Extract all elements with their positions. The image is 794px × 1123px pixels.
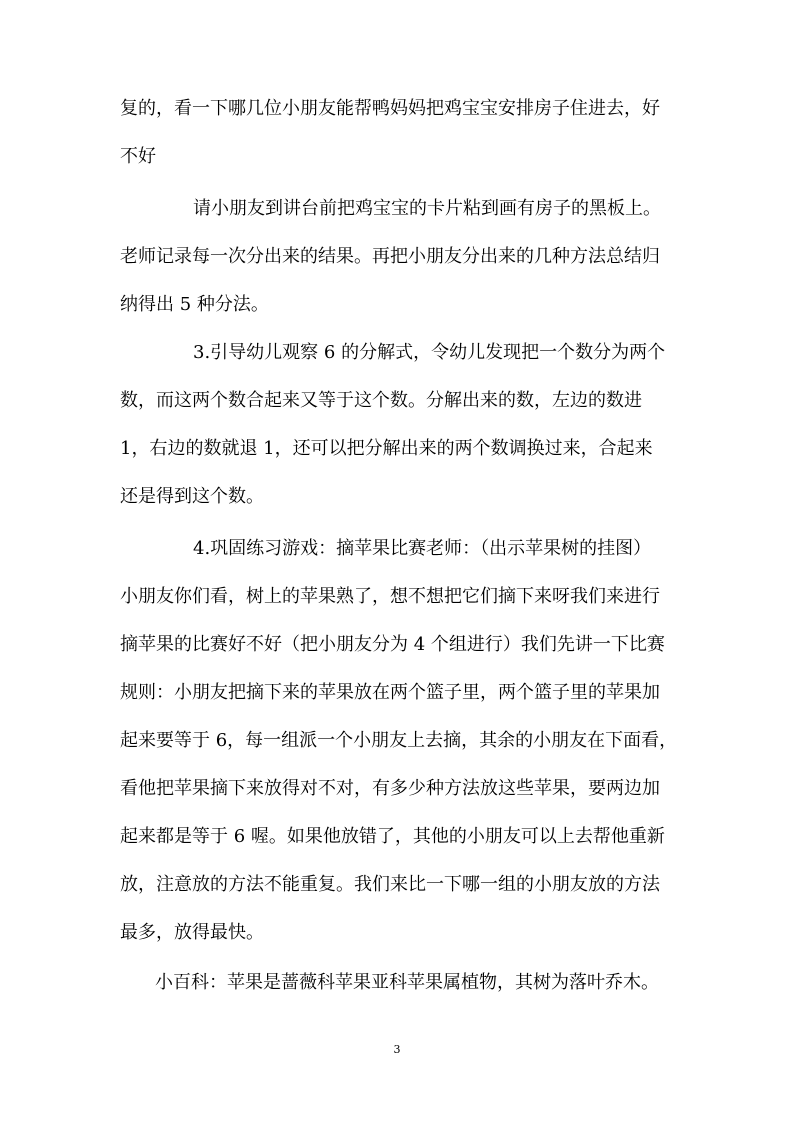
text-line: 规则：小朋友把摘下来的苹果放在两个篮子里，两个篮子里的苹果加 [120,682,660,703]
text-line: 复的，看一下哪几位小朋友能帮鸭妈妈把鸡宝宝安排房子住进去，好 [120,98,660,119]
text-line: 请小朋友到讲台前把鸡宝宝的卡片粘到画有房子的黑板上。 [193,198,661,219]
text-line: 看他把苹果摘下来放得对不对，有多少种方法放这些苹果，要两边加 [120,778,660,799]
page-number: 3 [393,1043,401,1056]
text-line: 摘苹果的比赛好不好（把小朋友分为 4 个组进行）我们先讲一下比赛 [120,634,665,655]
text-line: 小朋友你们看，树上的苹果熟了，想不想把它们摘下来呀我们来进行 [120,586,660,607]
text-line: 4.巩固练习游戏：摘苹果比赛老师：（出示苹果树的挂图） [193,538,652,559]
text-line: 还是得到这个数。 [120,486,264,507]
text-line: 老师记录每一次分出来的结果。再把小朋友分出来的几种方法总结归 [120,246,660,267]
text-line: 3.引导幼儿观察 6 的分解式，令幼儿发现把一个数分为两个 [193,342,666,363]
text-line: 起来都是等于 6 喔。如果他放错了，其他的小朋友可以上去帮他重新 [120,826,665,847]
text-line: 1，右边的数就退 1，还可以把分解出来的两个数调换过来，合起来 [120,438,653,459]
text-line: 数，而这两个数合起来又等于这个数。分解出来的数，左边的数进 [120,390,642,411]
text-line: 小百科：苹果是蔷薇科苹果亚科苹果属植物，其树为落叶乔木。 [155,972,659,993]
text-line: 起来要等于 6，每一组派一个小朋友上去摘，其余的小朋友在下面看， [120,730,678,751]
text-line: 放，注意放的方法不能重复。我们来比一下哪一组的小朋友放的方法 [120,874,660,895]
text-line: 最多，放得最快。 [120,922,264,943]
text-line: 纳得出 5 种分法。 [120,294,269,315]
text-line: 不好 [120,146,156,167]
